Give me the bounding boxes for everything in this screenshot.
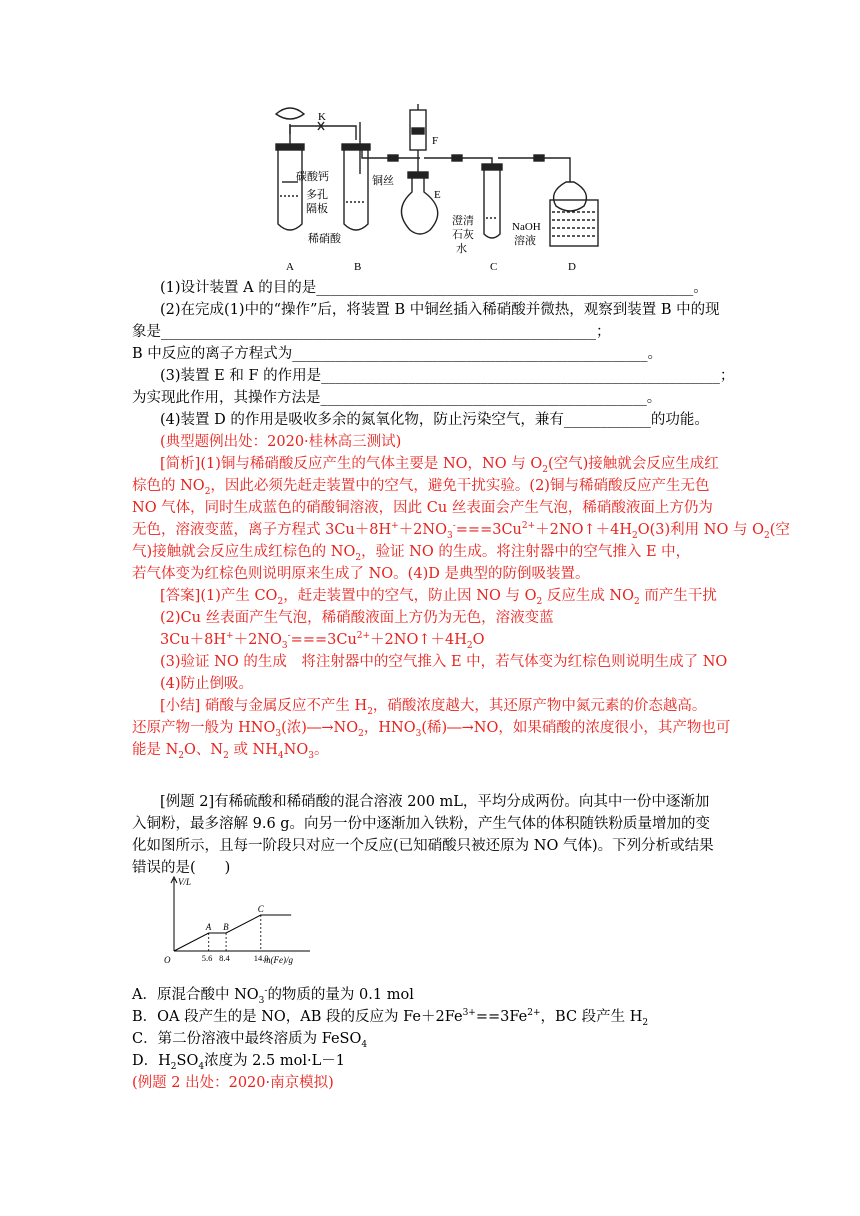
answer-line-1: [答案](1)产生 $CO_2$，赶走装置中的空气，防止因 NO 与 $O_2$ 反应生成 $NO_2$ 而产生干扰 <box>160 588 717 607</box>
label-cu: 铜丝 <box>372 175 394 187</box>
x-tick-label: 14.0 <box>253 953 269 963</box>
apparatus-diagram <box>252 100 612 278</box>
example2-line-4: 错误的是( ) <box>132 860 231 876</box>
analysis-line-5: 气)接触就会反应生成红棕色的 $NO_2$，验证 NO 的生成。将注射器中的空气推入 E 中， <box>132 544 691 563</box>
label-lime3: 水 <box>456 243 467 255</box>
label-b: B <box>354 261 362 273</box>
label-a: A <box>286 261 294 273</box>
option-b: B．OA 段产生的是 NO，AB 段的反应为 $Fe+2Fe^{3+}==3Fe^{2+}$，BC 段产生 $H_2$ <box>132 1008 649 1028</box>
example2-line-3: 化如图所示，且每一阶段只对应一个反应(已知硝酸只被还原为 NO 气体)。下列分析或结果 <box>132 838 714 854</box>
x-tick-label: 5.6 <box>201 953 213 963</box>
point-label-c: C <box>257 904 264 914</box>
summary-line-1: [小结] 硝酸与金属反应不产生 $H_2$，硝酸浓度越大，其还原产物中氮元素的价态越高。 <box>160 698 707 717</box>
example2-line-1: [例题 2]有稀硫酸和稀硝酸的混合溶液 200 mL，平均分成两份。向其中一份中逐渐加 <box>160 794 710 810</box>
label-d: D <box>568 261 576 273</box>
series-line <box>174 915 291 951</box>
label-plate2: 隔板 <box>306 203 328 215</box>
question-2-line-1: (2)在完成(1)中的“操作”后，将装置 B 中铜丝插入稀硝酸并微热，观察到装置 B 中的现 <box>160 302 720 318</box>
analysis-line-1: [简析](1)铜与稀硝酸反应产生的气体主要是 NO，NO 与 $O_2$(空气)接触就会反应生成红 <box>160 456 719 475</box>
label-lime2: 石灰 <box>452 229 474 241</box>
x-tick-label: 8.4 <box>219 953 230 963</box>
analysis-line-3: NO 气体，同时生成蓝色的硝酸铜溶液，因此 Cu 丝表面会产生气泡，稀硝酸液面上方仍为 <box>132 500 713 516</box>
label-plate1: 多孔 <box>306 189 328 201</box>
source-note-1: (典型题例出处：2020·桂林高三测试) <box>160 434 402 450</box>
answer-line-4: (3)验证 NO 的生成 将注射器中的空气推入 E 中，若气体变为红棕色则说明生成了 NO <box>160 654 728 670</box>
label-e: E <box>434 189 441 201</box>
option-d: D．$H_2SO_4$浓度为 2.5 mol·L－1 <box>132 1053 345 1072</box>
point-label-a: A <box>205 922 212 932</box>
chart-origin-label: O <box>164 955 171 965</box>
label-naoh2: 溶液 <box>514 235 536 247</box>
chart-ylabel: V/L <box>178 877 192 887</box>
volume-vs-iron-chart <box>160 873 320 965</box>
label-acid: 稀硝酸 <box>308 233 341 245</box>
label-naoh1: NaOH <box>512 221 541 233</box>
summary-line-3: 能是 $N_2O$、$N_2$ 或 $NH_4NO_3$。 <box>132 742 329 761</box>
question-3-line-2: 为实现此作用，其操作方法是_____________________________________________。 <box>132 390 662 406</box>
option-c: C．第二份溶液中最终溶质为 FeSO$_4$ <box>132 1031 368 1050</box>
chart-xlabel: m(Fe)/g <box>264 955 293 965</box>
label-k: K <box>318 111 326 123</box>
source-note-2: (例题 2 出处：2020·南京模拟) <box>132 1075 334 1091</box>
answer-line-3: $3Cu+8H^++2NO_3^-===3Cu^{2+}+2NO↑+4H_2O$ <box>160 631 485 651</box>
analysis-line-2: 棕色的 $NO_2$，因此必须先赶走装置中的空气，避免干扰实验。(2)铜与稀硝酸反应产生无色 <box>132 478 710 497</box>
question-2-line-2: 象是____________________________________________________________； <box>132 324 611 340</box>
label-caco3: 碳酸钙 <box>296 171 329 183</box>
summary-line-2: 还原产物一般为 $HNO_3$(浓)$―\to NO_2$，$HNO_3$(稀)―→NO，如果硝酸的浓度很小，其产物也可 <box>132 720 731 739</box>
question-3-line-1: (3)装置 E 和 F 的作用是_______________________________________________________； <box>160 368 735 384</box>
analysis-line-6: 若气体变为红棕色则说明原来生成了 NO。(4)D 是典型的防倒吸装置。 <box>132 566 590 582</box>
question-4: (4)装置 D 的作用是吸收多余的氮氧化物，防止污染空气，兼有____________的功能。 <box>160 412 709 428</box>
question-2-line-3: B 中反应的离子方程式为_________________________________________________。 <box>132 346 663 362</box>
label-c: C <box>490 261 498 273</box>
point-label-b: B <box>223 922 229 932</box>
answer-line-2: (2)Cu 丝表面产生气泡，稀硝酸液面上方仍为无色，溶液变蓝 <box>160 610 554 626</box>
label-f: F <box>432 135 439 147</box>
example2-line-2: 入铜粉，最多溶解 9.6 g。向另一份中逐渐加入铁粉，产生气体的体积随铁粉质量增加的变 <box>132 816 711 832</box>
question-1: (1)设计装置 A 的目的是____________________________________________________。 <box>160 280 708 296</box>
analysis-line-4: 无色，溶液变蓝，离子方程式 $3Cu+8H^++2NO_3^-===3Cu^{2+}+2NO↑+4H_2O(3)$利用 NO 与 $O_2$(空 <box>132 521 790 541</box>
label-lime1: 澄清 <box>452 215 474 227</box>
option-a: A．原混合酸中 $NO_3^-$的物质的量为 0.1 mol <box>132 986 414 1006</box>
answer-line-5: (4)防止倒吸。 <box>160 676 254 692</box>
